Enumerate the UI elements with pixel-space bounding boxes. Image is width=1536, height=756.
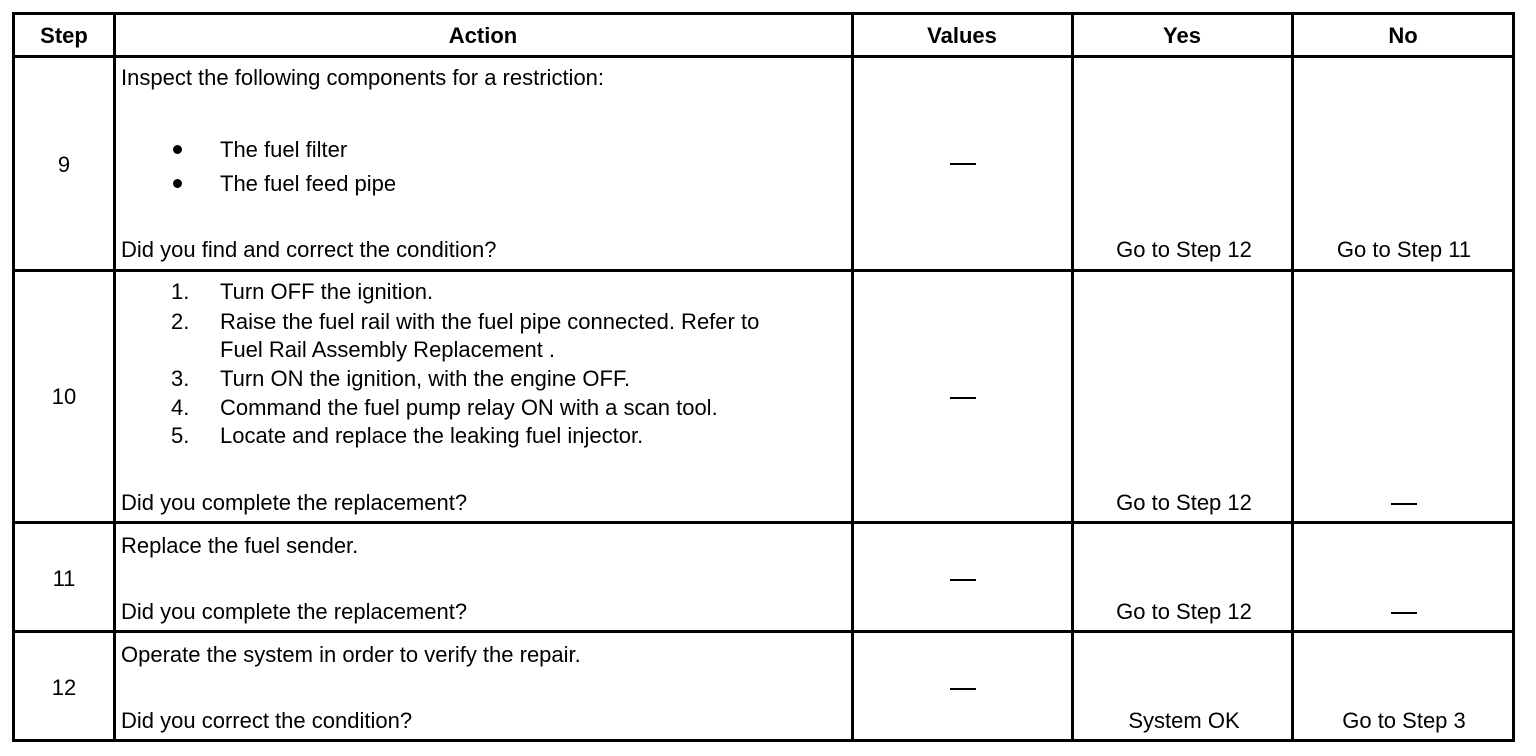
yes-result: Go to Step 12: [1116, 490, 1252, 515]
header-values: Values: [927, 23, 997, 48]
action-question: Did you complete the replacement?: [121, 599, 468, 624]
list-item: Turn OFF the ignition.: [220, 279, 434, 304]
yes-result: Go to Step 12: [1116, 237, 1252, 262]
no-result: Go to Step 3: [1342, 708, 1466, 733]
action-intro: Operate the system in order to verify the repair.: [121, 642, 581, 667]
list-number: 3.: [171, 366, 190, 391]
header-step: Step: [40, 23, 88, 48]
yes-result: Go to Step 12: [1116, 599, 1252, 624]
list-number: 5.: [171, 423, 190, 448]
bullet-icon: [173, 179, 182, 188]
action-intro: Inspect the following components for a restriction:: [121, 65, 605, 90]
list-number: 4.: [171, 395, 190, 420]
no-dash: [1391, 612, 1417, 614]
header-no: No: [1388, 23, 1418, 48]
step-number: 10: [51, 384, 77, 409]
bullet-icon: [173, 145, 182, 154]
row-divider: [15, 55, 1512, 58]
values-dash: [950, 688, 976, 690]
row-divider: [15, 630, 1512, 633]
yes-result: System OK: [1128, 708, 1240, 733]
list-number: 2.: [171, 309, 190, 334]
header-action: Action: [448, 23, 518, 48]
step-number: 11: [52, 566, 76, 591]
list-number: 1.: [171, 279, 190, 304]
action-question: Did you complete the replacement?: [121, 490, 468, 515]
action-question: Did you find and correct the condition?: [121, 237, 497, 262]
bullet-item: The fuel feed pipe: [220, 171, 397, 196]
step-number: 9: [57, 152, 71, 177]
row-divider: [15, 269, 1512, 272]
step-number: 12: [51, 675, 77, 700]
action-intro: Replace the fuel sender.: [121, 533, 359, 558]
row-divider: [15, 521, 1512, 524]
action-question: Did you correct the condition?: [121, 708, 413, 733]
list-item: Command the fuel pump relay ON with a scan tool.: [220, 395, 718, 420]
no-result: Go to Step 11: [1336, 237, 1472, 262]
values-dash: [950, 163, 976, 165]
header-yes: Yes: [1163, 23, 1201, 48]
values-dash: [950, 579, 976, 581]
list-item-continuation: Fuel Rail Assembly Replacement .: [220, 337, 556, 362]
values-dash: [950, 397, 976, 399]
list-item: Locate and replace the leaking fuel injector.: [220, 423, 644, 448]
list-item: Raise the fuel rail with the fuel pipe connected. Refer to: [220, 309, 760, 334]
list-item: Turn ON the ignition, with the engine OFF.: [220, 366, 631, 391]
no-dash: [1391, 503, 1417, 505]
diagnostic-table: [12, 12, 1515, 742]
bullet-item: The fuel filter: [220, 137, 348, 162]
